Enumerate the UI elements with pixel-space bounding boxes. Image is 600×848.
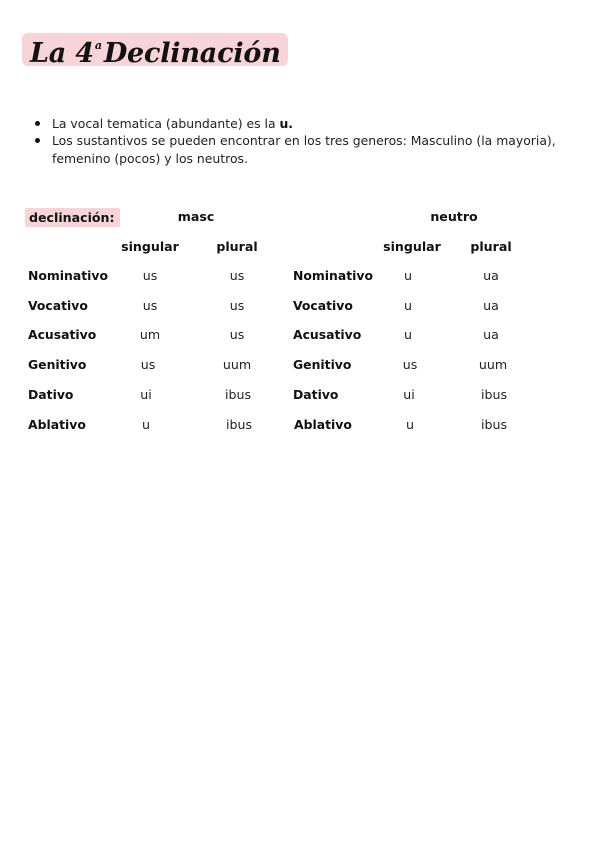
neutro-singular-cell: u (404, 268, 412, 283)
masc-singular-header: singular (121, 239, 179, 254)
page-title-superscript: a (94, 39, 102, 52)
masc-plural-cell: uum (222, 357, 252, 372)
bullet-dot-icon (35, 138, 40, 143)
neutro-case-label: Acusativo (293, 327, 362, 342)
masc-singular-cell: us (142, 268, 158, 283)
masc-case-label: Dativo (28, 387, 74, 402)
neutro-case-label: Ablativo (294, 417, 352, 432)
bullet-item (52, 132, 572, 167)
neutro-case-label: Dativo (293, 387, 339, 402)
neutro-singular-cell: u (406, 417, 414, 432)
neutro-singular-cell: us (402, 357, 418, 372)
page-title-main: La 4 (30, 38, 94, 69)
neutro-plural-cell: ibus (480, 387, 508, 402)
neutro-plural-cell: ua (483, 327, 499, 342)
masc-case-label: Ablativo (28, 417, 86, 432)
masc-plural-cell: us (229, 268, 245, 283)
masc-singular-cell: us (142, 298, 158, 313)
bullet-text: La vocal tematica (abundante) es la (52, 116, 280, 131)
neutro-singular-header: singular (383, 239, 441, 254)
neutro-plural-cell: uum (478, 357, 508, 372)
neutro-singular-cell: u (404, 298, 412, 313)
neutro-plural-cell: ua (483, 298, 499, 313)
masc-case-label: Nominativo (28, 268, 108, 283)
bullet-text: Los sustantivos se pueden encontrar en los tres generos: Masculino (la mayoria), femenino (pocos) y los neutros. (52, 133, 556, 166)
neutro-header: neutro (430, 209, 478, 224)
neutro-case-label: Genitivo (293, 357, 352, 372)
neutro-plural-cell: ibus (480, 417, 508, 432)
masc-plural-header: plural (216, 239, 258, 254)
neutro-singular-cell: u (404, 327, 412, 342)
intro-bullet-list (52, 115, 572, 167)
bullet-item (52, 115, 572, 132)
neutro-singular-cell: ui (403, 387, 415, 402)
masc-case-label: Genitivo (28, 357, 87, 372)
masc-singular-cell: us (140, 357, 156, 372)
masc-singular-cell: um (139, 327, 161, 342)
neutro-case-label: Nominativo (293, 268, 373, 283)
masc-plural-cell: us (229, 327, 245, 342)
bullet-dot-icon (35, 121, 40, 126)
masc-header: masc (177, 209, 215, 224)
bullet-bold-text: u. (279, 116, 294, 131)
masc-singular-cell: ui (140, 387, 152, 402)
masc-plural-cell: ibus (224, 387, 252, 402)
masc-singular-cell: u (142, 417, 150, 432)
masc-case-label: Vocativo (28, 298, 88, 313)
declension-label: declinación: (25, 208, 120, 227)
page-title (30, 29, 281, 70)
page-title-rest: Declinación (103, 38, 281, 69)
page-title-highlight (22, 33, 288, 69)
neutro-plural-header: plural (470, 239, 512, 254)
masc-case-label: Acusativo (28, 327, 97, 342)
neutro-case-label: Vocativo (293, 298, 353, 313)
masc-plural-cell: us (229, 298, 245, 313)
neutro-plural-cell: ua (483, 268, 499, 283)
masc-plural-cell: ibus (225, 417, 253, 432)
